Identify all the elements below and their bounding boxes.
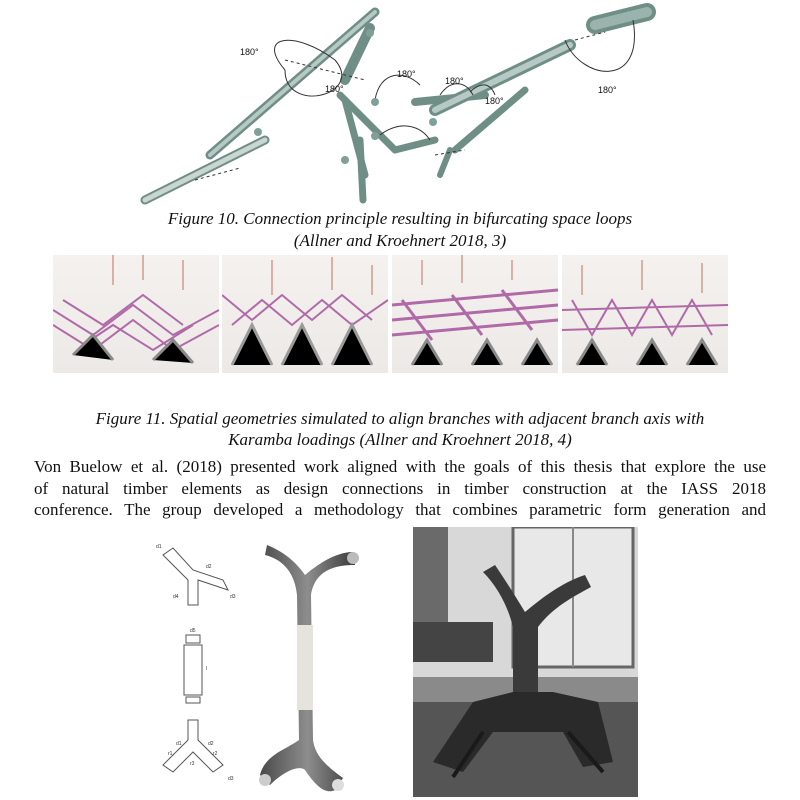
figure-11-panel-1 bbox=[53, 255, 219, 373]
dim-label: r1 bbox=[168, 751, 173, 757]
connector-technical-drawing bbox=[148, 540, 243, 795]
timber-connector-render bbox=[255, 540, 360, 795]
figure-11-caption-line-1: Figure 11. Spatial geometries simulated to align branches with adjacent branch axis with bbox=[95, 409, 705, 428]
marker-4 bbox=[371, 132, 379, 140]
figure-10-caption-line-2: (Allner and Kroehnert 2018, 3) bbox=[293, 231, 507, 250]
dim-label: r3 bbox=[190, 761, 195, 767]
branch-central-vertical bbox=[360, 140, 363, 200]
body-line-2: of natural timber elements as design connections in timber construction at the IASS 2018 bbox=[34, 478, 766, 498]
dim-label: l bbox=[206, 666, 208, 672]
angle-label: 180° bbox=[445, 76, 464, 86]
dim-label: r2 bbox=[213, 751, 218, 757]
marker-3 bbox=[371, 98, 379, 106]
figure-11-panel-4 bbox=[562, 255, 728, 373]
body-line-3: conference. The group developed a methodology that combines parametric form generation and bbox=[34, 500, 766, 519]
branch-right-diag bbox=[395, 140, 435, 150]
angle-label: 180° bbox=[598, 85, 617, 95]
dim-label: d2 bbox=[208, 741, 214, 747]
angle-label: 180° bbox=[397, 69, 416, 79]
connector-photo bbox=[413, 527, 638, 797]
marker-6 bbox=[341, 156, 349, 164]
body-paragraph bbox=[34, 456, 766, 521]
branch-main-left-inner bbox=[210, 12, 375, 155]
marker-2 bbox=[254, 128, 262, 136]
dim-label: d1 bbox=[176, 741, 182, 747]
dim-label: d3 bbox=[228, 776, 234, 782]
angle-label: 180° bbox=[485, 96, 504, 106]
figure-11-caption-line-2: Karamba loadings (Allner and Kroehnert 2018, 4) bbox=[228, 430, 572, 449]
dim-label: d4 bbox=[173, 594, 179, 600]
figure-11-panel-3 bbox=[392, 255, 558, 373]
body-line-1: Von Buelow et al. (2018) presented work aligned with the goals of this thesis that explore the use bbox=[34, 457, 766, 476]
angle-label: 180° bbox=[240, 47, 259, 57]
figure-11-panel-2 bbox=[222, 255, 388, 373]
dim-label: d2 bbox=[206, 564, 212, 570]
marker-1 bbox=[366, 29, 374, 37]
angle-label: 180° bbox=[325, 84, 344, 94]
dim-label: d3 bbox=[230, 594, 236, 600]
figure-10-caption-line-1: Figure 10. Connection principle resulting in bifurcating space loops bbox=[167, 209, 633, 228]
dim-label: d5 bbox=[190, 628, 196, 634]
branch-long-lower-inner bbox=[145, 140, 265, 200]
marker-5 bbox=[429, 118, 437, 126]
figure-10-diagram bbox=[135, 0, 665, 205]
dim-label: d1 bbox=[156, 544, 162, 550]
